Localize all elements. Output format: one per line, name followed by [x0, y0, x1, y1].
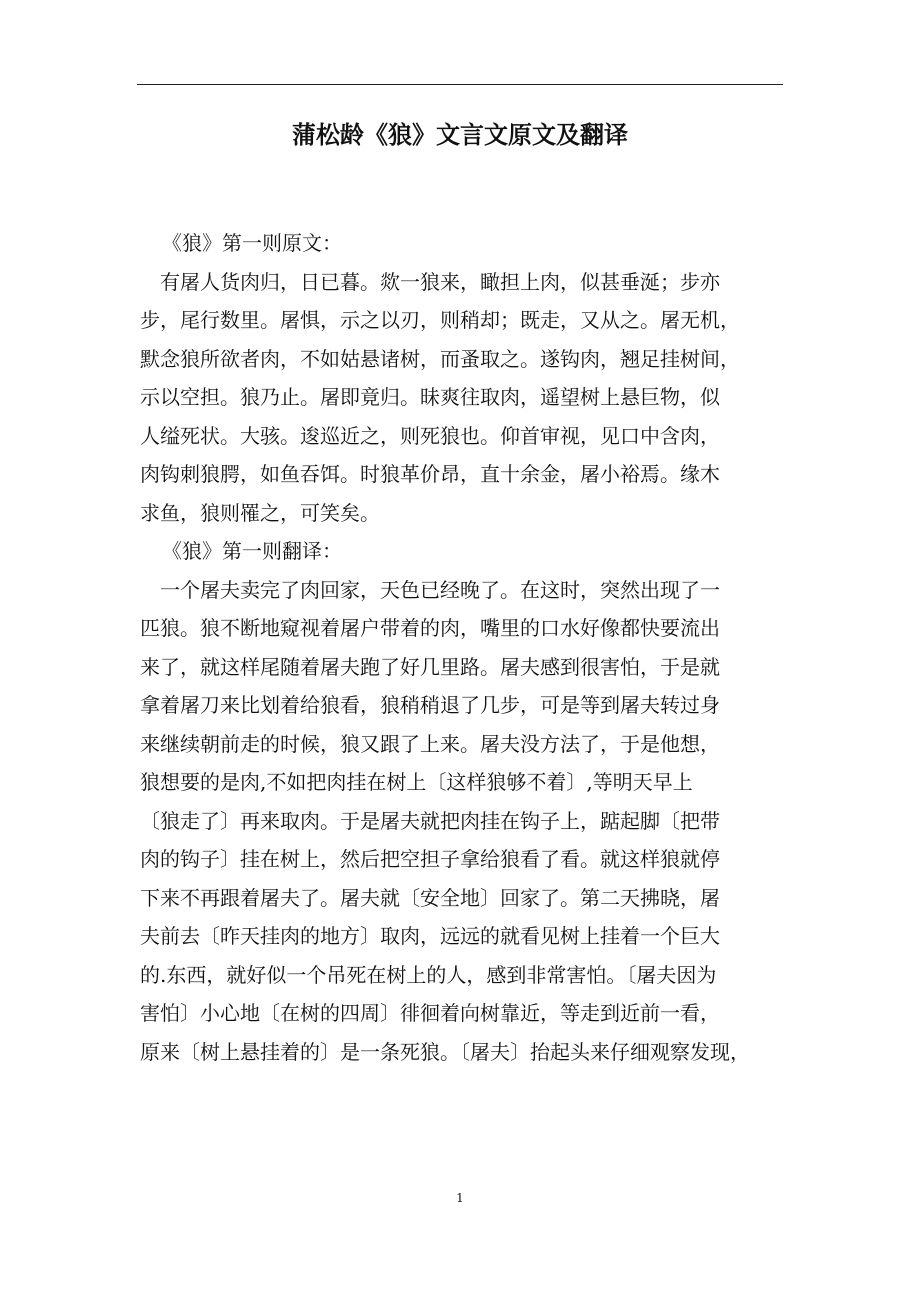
text-line: 下来不再跟着屠夫了。屠夫就〔安全地〕回家了。第二天拂晓，屠	[140, 885, 720, 910]
text-line: 示以空担。狼乃止。屠即竟归。昧爽往取肉，遥望树上悬巨物，似	[140, 385, 720, 409]
header-rule	[137, 84, 783, 85]
text-line: 来了，就这样尾随着屠夫跑了好几里路。屠夫感到很害怕，于是就	[140, 654, 720, 679]
section-heading-original: 《狼》第一则原文：	[162, 231, 342, 255]
text-line: 求鱼，狼则罹之，可笑矣。	[140, 500, 380, 525]
section-heading-translation: 《狼》第一则翻译：	[162, 539, 342, 563]
document-body	[140, 224, 790, 1071]
text-line: 狼想要的是肉,不如把肉挂在树上〔这样狼够不着〕,等明天早上	[140, 770, 693, 794]
text-line: 拿着屠刀来比划着给狼看，狼稍稍退了几步，可是等到屠夫转过身	[140, 693, 720, 717]
text-line: 害怕〕小心地〔在树的四周〕徘徊着向树靠近，等走到近前一看，	[140, 1001, 720, 1025]
text-line: 来继续朝前走的时候，狼又跟了上来。屠夫没方法了，于是他想，	[140, 731, 720, 756]
text-line: 匹狼。狼不断地窥视着屠户带着的肉，嘴里的口水好像都快要流出	[140, 616, 720, 640]
text-line: 的.东西，就好似一个吊死在树上的人，感到非常害怕。〔屠夫因为	[140, 962, 717, 987]
text-line: 原来〔树上悬挂着的〕是一条死狼。〔屠夫〕抬起头来仔细观察发现，	[140, 1039, 750, 1064]
text-line: 〔狼走了〕再来取肉。于是屠夫就把肉挂在钩子上，踮起脚〔把带	[140, 808, 720, 833]
text-line: 有屠人货肉归，日已暮。欻一狼来，瞰担上肉，似甚垂涎；步亦	[160, 269, 720, 294]
text-line: 人缢死状。大骇。逡巡近之，则死狼也。仰首审视，见口中含肉，	[140, 423, 720, 448]
text-line: 步，尾行数里。屠惧，示之以刃，则稍却；既走，又从之。屠无机，	[140, 308, 740, 332]
document-title: 蒲松龄《狼》文言文原文及翻译	[292, 120, 628, 149]
text-line: 默念狼所欲者肉，不如姑悬诸树，而蚤取之。遂钩肉，翘足挂树间，	[140, 346, 740, 371]
text-line: 一个屠夫卖完了肉回家，天色已经晚了。在这时，突然出现了一	[160, 577, 720, 602]
text-line: 肉钩刺狼腭，如鱼吞饵。时狼革价昂，直十余金，屠小裕焉。缘木	[140, 462, 720, 486]
text-line: 夫前去〔昨天挂肉的地方〕取肉，远远的就看见树上挂着一个巨大	[140, 924, 720, 948]
text-line: 肉的钩子〕挂在树上，然后把空担子拿给狼看了看。就这样狼就停	[140, 847, 720, 871]
page-number: 1	[456, 1191, 464, 1205]
